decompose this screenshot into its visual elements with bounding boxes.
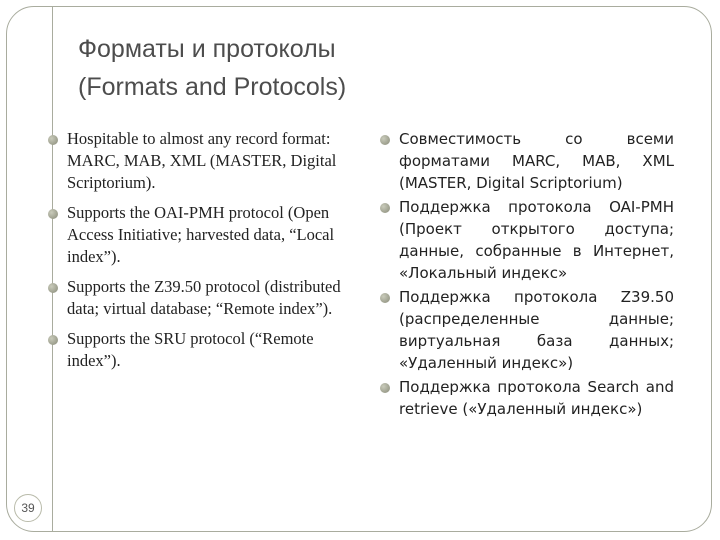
slide-title xyxy=(78,30,346,106)
english-bullet-list xyxy=(48,128,348,372)
bullet-icon xyxy=(48,335,58,345)
bullet-text: Поддержка протокола Search and retrieve («Удаленный индекс») xyxy=(399,378,674,418)
bullet-text: Supports the OAI-PMH protocol (Open Access Initiative; harvested data, “Local index”). xyxy=(67,203,335,266)
bullet-icon xyxy=(380,383,390,393)
bullet-icon xyxy=(48,283,58,293)
bullet-text: Supports the Z39.50 protocol (distributed data; virtual database; “Remote index”). xyxy=(67,277,341,318)
list-item xyxy=(380,376,674,420)
list-item xyxy=(48,202,348,268)
bullet-text: Поддержка протокола OAI-PMH (Проект открытого доступа; данные, собранные в Интернет, «Локальный индекс» xyxy=(399,198,674,282)
bullet-icon xyxy=(380,203,390,213)
page-number: 39 xyxy=(21,501,35,515)
title-russian: Форматы и протоколы xyxy=(78,35,336,63)
bullet-icon xyxy=(48,135,58,145)
list-item xyxy=(48,128,348,194)
bullet-text: Совместимость со всеми форматами MARC, MAB, XML (MASTER, Digital Scriptorium) xyxy=(399,130,674,192)
russian-bullet-list xyxy=(380,128,674,420)
title-english: (Formats and Protocols) xyxy=(78,73,347,101)
russian-column xyxy=(380,128,674,422)
bullet-text: Поддержка протокола Z39.50 (распределенные данные; виртуальная база данных; «Удаленный индекс») xyxy=(399,288,674,372)
bullet-text: Supports the SRU protocol (“Remote index”). xyxy=(67,329,314,370)
list-item xyxy=(380,286,674,374)
bullet-icon xyxy=(380,293,390,303)
page-number-badge xyxy=(14,494,42,522)
bullet-text: Hospitable to almost any record format: MARC, MAB, XML (MASTER, Digital Scriptorium). xyxy=(67,129,337,192)
list-item xyxy=(380,128,674,194)
list-item xyxy=(48,276,348,320)
english-column xyxy=(48,128,348,380)
list-item xyxy=(48,328,348,372)
bullet-icon xyxy=(48,209,58,219)
bullet-icon xyxy=(380,135,390,145)
list-item xyxy=(380,196,674,284)
